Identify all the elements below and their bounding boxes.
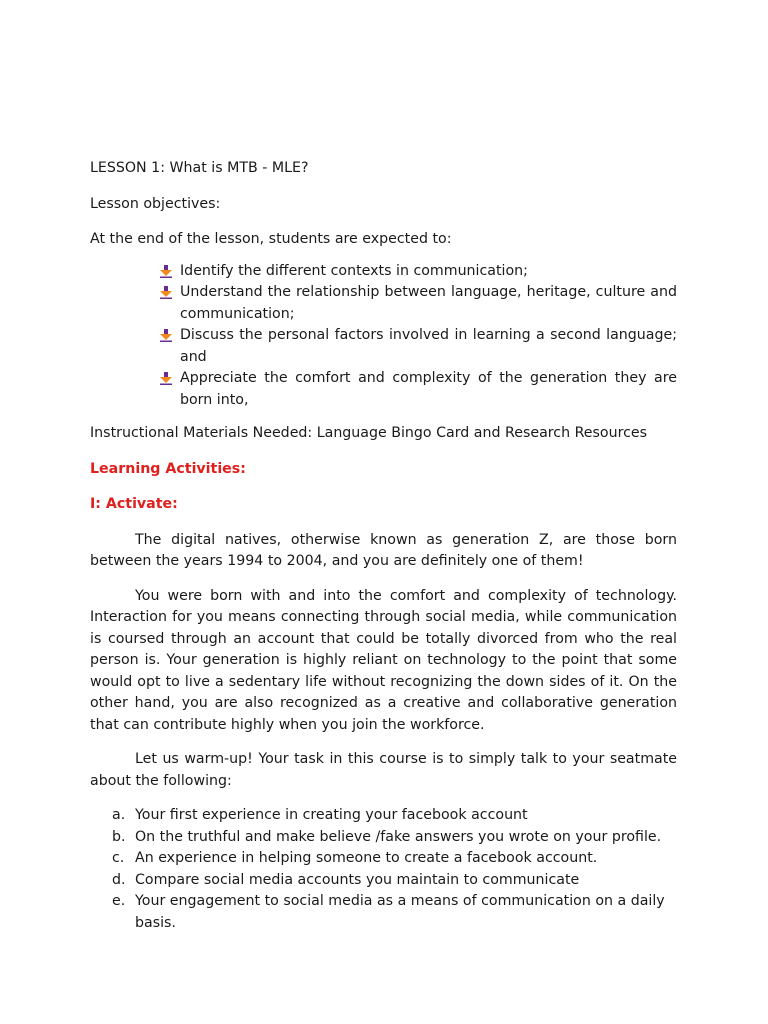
task-item bbox=[112, 848, 677, 870]
task-list bbox=[90, 805, 677, 934]
objective-text: Appreciate the comfort and complexity of the generation they are born into, bbox=[180, 370, 677, 408]
task-text: An experience in helping someone to create a facebook account. bbox=[135, 850, 598, 866]
objective-item bbox=[160, 261, 677, 283]
task-text: Your engagement to social media as a means of communication on a daily basis. bbox=[135, 893, 665, 931]
task-letter: a. bbox=[112, 807, 126, 823]
task-letter: c. bbox=[112, 850, 125, 866]
paragraph-technology: You were born with and into the comfort and complexity of technology. Interaction for you means connecting through social media, while communication is coursed through an account that could be totally divorced from who the real person is. Your generation is highly reliant on technology to the point that some would opt to live a sedentary life without recognizing the down sides of it. On the other hand, you are also recognized as a creative and collaborative generation that can contribute highly when you join the workforce. bbox=[90, 587, 677, 733]
materials-needed: Instructional Materials Needed: Language Bingo Card and Research Resources bbox=[90, 425, 648, 441]
paragraph-generation-z: The digital natives, otherwise known as generation Z, are those born between the years 1994 to 2004, and you are definitely one of them! bbox=[90, 531, 677, 569]
down-arrow-bullet-icon bbox=[160, 372, 172, 385]
activate-heading: I: Activate: bbox=[90, 496, 178, 512]
down-arrow-bullet-icon bbox=[160, 265, 172, 278]
task-letter: d. bbox=[112, 871, 126, 888]
objective-item bbox=[160, 325, 677, 368]
objectives-intro: At the end of the lesson, students are expected to: bbox=[90, 231, 452, 247]
objective-text: Discuss the personal factors involved in learning a second language; and bbox=[180, 327, 677, 365]
paragraph-warm-up: Let us warm-up! Your task in this course is to simply talk to your seatmate about the following: bbox=[90, 751, 677, 789]
task-item bbox=[112, 827, 677, 849]
lesson-title: LESSON 1: What is MTB - MLE? bbox=[90, 160, 309, 176]
down-arrow-bullet-icon bbox=[160, 329, 172, 342]
objectives-label: Lesson objectives: bbox=[90, 195, 221, 212]
task-item bbox=[112, 870, 677, 892]
objectives-list bbox=[90, 261, 677, 412]
task-letter: e. bbox=[112, 893, 126, 909]
task-letter: b. bbox=[112, 828, 126, 845]
objective-text: Understand the relationship between language, heritage, culture and communication; bbox=[180, 284, 677, 322]
objective-text: Identify the different contexts in communication; bbox=[180, 262, 528, 279]
task-text: On the truthful and make believe /fake answers you wrote on your profile. bbox=[135, 828, 662, 845]
task-item bbox=[112, 805, 677, 827]
down-arrow-bullet-icon bbox=[160, 286, 172, 299]
task-item bbox=[112, 891, 677, 934]
task-text: Compare social media accounts you maintain to communicate bbox=[135, 871, 580, 888]
lesson-content bbox=[90, 158, 677, 934]
learning-activities-heading: Learning Activities: bbox=[90, 460, 246, 477]
objective-item bbox=[160, 282, 677, 325]
objective-item bbox=[160, 368, 677, 411]
task-text: Your first experience in creating your facebook account bbox=[135, 807, 528, 823]
